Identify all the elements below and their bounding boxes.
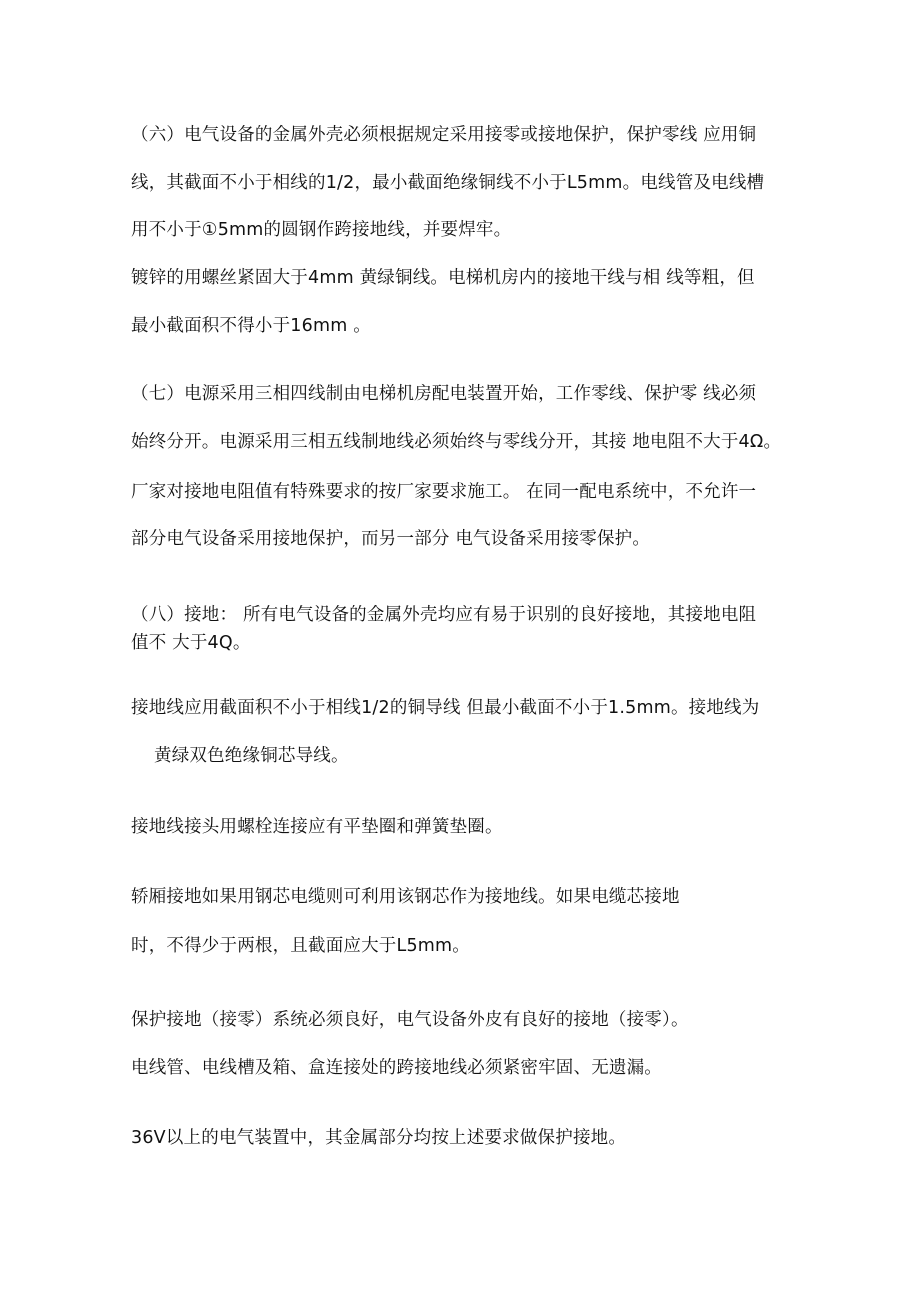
text-line: 时，不得少于两根，且截面应大于L5mm。: [131, 936, 470, 956]
text-line: 厂家对接地电阻值有特殊要求的按厂家要求施工。 在同一配电系统中，不允许一: [131, 482, 757, 502]
text-line: 部分电气设备采用接地保护，而另一部分 电气设备采用接零保护。: [131, 529, 651, 549]
text-line: 接地线接头用螺栓连接应有平垫圈和弹簧垫圈。: [131, 817, 503, 837]
text-line: 接地线应用截面积不小于相线1/2的铜导线 但最小截面不小于1.5mm。接地线为: [131, 698, 760, 718]
text-line: 36V以上的电气装置中，其金属部分均按上述要求做保护接地。: [131, 1128, 627, 1148]
text-line: 电线管、电线槽及箱、盒连接处的跨接地线必须紧密牢固、无遗漏。: [131, 1058, 662, 1078]
text-line: （八）接地： 所有电气设备的金属外壳均应有易于识别的良好接地，其接地电阻: [131, 605, 757, 625]
text-line: 保护接地（接零）系统必须良好，电气设备外皮有良好的接地（接零）。: [131, 1010, 689, 1030]
text-line: 始终分开。电源采用三相五线制地线必须始终与零线分开，其接 地电阻不大于4Ω。: [131, 432, 782, 452]
text-line: 最小截面积不得小于16mm 。: [131, 316, 371, 336]
text-line: 线，其截面不小于相线的1/2，最小截面绝缘铜线不小于L5mm。电线管及电线槽: [131, 173, 765, 193]
text-line: 黄绿双色绝缘铜芯导线。: [154, 746, 349, 766]
text-line: 用不小于①5mm的圆钢作跨接地线，并要焊牢。: [131, 220, 512, 240]
text-line: （七）电源采用三相四线制由电梯机房配电装置开始，工作零线、保护零 线必须: [131, 384, 757, 404]
text-line: 轿厢接地如果用钢芯电缆则可利用该钢芯作为接地线。如果电缆芯接地: [131, 887, 680, 907]
text-line: 镀锌的用螺丝紧固大于4mm 黄绿铜线。电梯机房内的接地干线与相 线等粗，但: [131, 268, 755, 288]
text-line: （六）电气设备的金属外壳必须根据规定采用接零或接地保护，保护零线 应用铜: [131, 125, 757, 145]
text-line: 值不 大于4Q。: [131, 633, 251, 653]
